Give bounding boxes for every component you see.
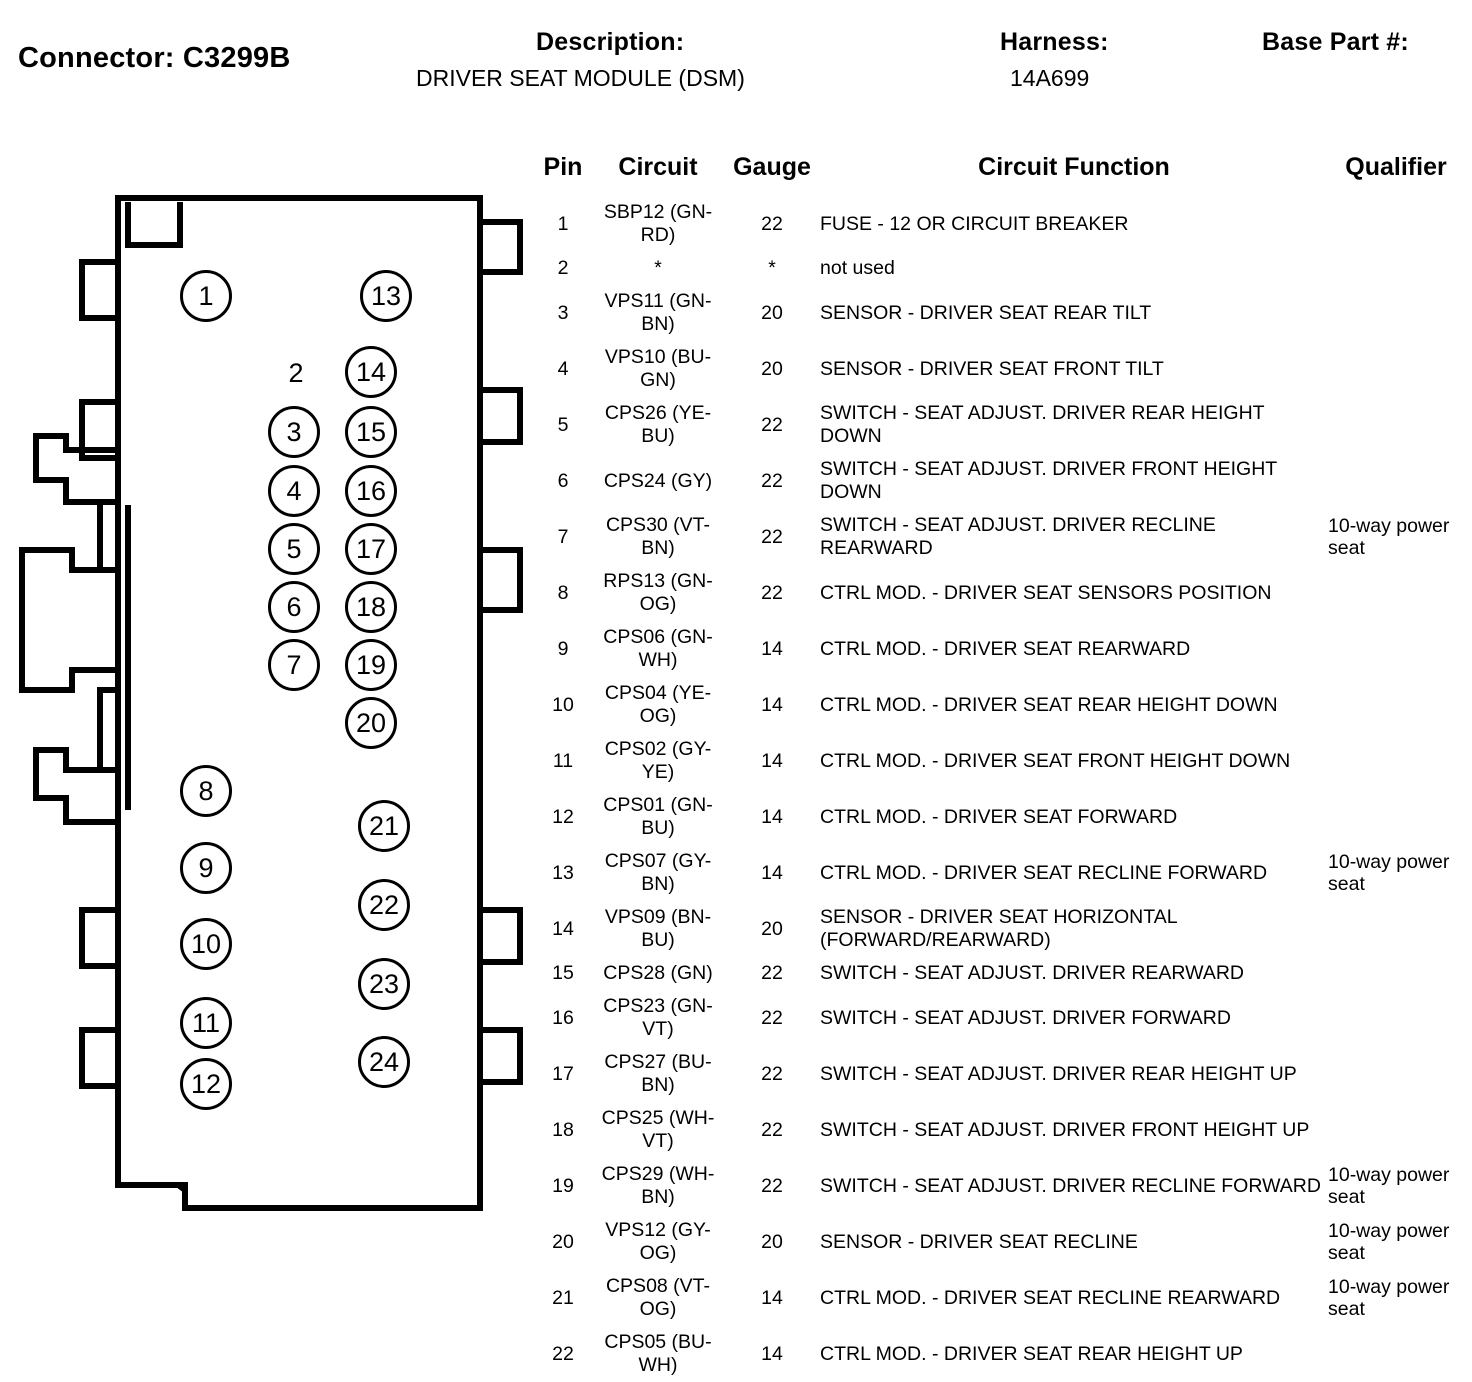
table-row: [534, 341, 1464, 397]
cell-pin: 14: [552, 917, 574, 940]
table-row: [534, 677, 1464, 733]
pin-marker-19: 19: [345, 639, 397, 691]
table-row: [534, 1102, 1464, 1158]
connector-outline-svg: [0, 150, 540, 1230]
pin-marker-20: 20: [345, 697, 397, 749]
pin-marker-8: 8: [180, 765, 232, 817]
cell-circuit: RPS13 (GN-OG): [603, 570, 713, 615]
description-value: DRIVER SEAT MODULE (DSM): [416, 65, 745, 91]
pin-marker-15: 15: [345, 406, 397, 458]
cell-circuit: VPS09 (BN-BU): [604, 906, 712, 951]
connector-drawing: [0, 150, 540, 1230]
cell-gauge: 22: [761, 1174, 783, 1197]
cell-pin: 17: [552, 1062, 574, 1085]
cell-gauge: 14: [761, 749, 783, 772]
cell-function: CTRL MOD. - DRIVER SEAT FORWARD: [820, 805, 1178, 828]
cell-circuit: CPS30 (VT-BN): [605, 514, 711, 559]
cell-circuit: CPS28 (GN): [603, 962, 713, 984]
pin-marker-3: 3: [268, 406, 320, 458]
pin-marker-17: 17: [345, 523, 397, 575]
connector-id-block: [18, 42, 291, 75]
cell-gauge: 20: [761, 357, 783, 380]
pin-marker-11: 11: [180, 997, 232, 1049]
pin-marker-13: 13: [360, 270, 412, 322]
cell-gauge: 22: [761, 1006, 783, 1029]
column-header-function: Circuit Function: [978, 153, 1170, 181]
cell-pin: 12: [552, 805, 574, 828]
cell-gauge: 22: [761, 1062, 783, 1085]
cell-circuit: *: [654, 257, 662, 279]
cell-qualifier: [1328, 341, 1464, 397]
cell-function: SENSOR - DRIVER SEAT HORIZONTAL (FORWARD/REARWARD): [820, 906, 1177, 951]
cell-function: CTRL MOD. - DRIVER SEAT REAR HEIGHT DOWN: [820, 693, 1278, 716]
pin-marker-12: 12: [180, 1058, 232, 1110]
cell-gauge: 22: [761, 962, 783, 984]
pin-marker-2: 2: [288, 358, 304, 388]
cell-pin: 11: [552, 749, 574, 772]
pin-table-container: [534, 152, 1472, 1382]
cell-qualifier: [1328, 733, 1464, 789]
cell-pin: 16: [552, 1006, 574, 1029]
description-label: Description:: [536, 28, 685, 56]
cell-gauge: 22: [761, 469, 783, 492]
cell-qualifier: [1328, 252, 1464, 285]
cell-qualifier: [1328, 990, 1464, 1046]
table-row: [534, 621, 1464, 677]
cell-function: SENSOR - DRIVER SEAT REAR TILT: [820, 301, 1152, 324]
cell-circuit: CPS01 (GN-BU): [603, 794, 713, 839]
column-header-qualifier: Qualifier: [1345, 153, 1447, 181]
cell-qualifier: [1328, 621, 1464, 677]
pin-marker-1: 1: [180, 270, 232, 322]
cell-gauge: 22: [761, 413, 783, 436]
cell-circuit: VPS10 (BU-GN): [604, 346, 712, 391]
table-header-row: [534, 152, 1464, 196]
cell-pin: 3: [557, 301, 569, 324]
cell-gauge: 22: [761, 525, 783, 548]
cell-gauge: 14: [761, 1342, 783, 1365]
pin-marker-22: 22: [358, 879, 410, 931]
pin-marker-10: 10: [180, 918, 232, 970]
table-row: [534, 1214, 1464, 1270]
cell-gauge: 22: [761, 1118, 783, 1141]
cell-circuit: CPS25 (WH-VT): [601, 1107, 715, 1152]
cell-pin: 5: [557, 413, 569, 436]
cell-circuit: CPS06 (GN-WH): [603, 626, 713, 671]
cell-qualifier: [1328, 285, 1464, 341]
base-part-block: [1262, 28, 1409, 57]
cell-gauge: 14: [761, 1286, 783, 1309]
cell-circuit: CPS29 (WH-BN): [601, 1163, 715, 1208]
cell-function: CTRL MOD. - DRIVER SEAT REARWARD: [820, 637, 1191, 660]
cell-pin: 6: [557, 469, 569, 492]
cell-qualifier: [1328, 453, 1464, 509]
harness-block: [1000, 28, 1109, 92]
cell-qualifier: [1328, 397, 1464, 453]
cell-gauge: 14: [761, 693, 783, 716]
cell-qualifier: [1328, 789, 1464, 845]
cell-function: SWITCH - SEAT ADJUST. DRIVER FRONT HEIGHT DOWN: [820, 458, 1277, 503]
cell-circuit: SBP12 (GN-RD): [603, 201, 713, 246]
cell-circuit: CPS24 (GY): [603, 469, 713, 492]
table-row: [534, 957, 1464, 990]
cell-pin: 22: [552, 1342, 574, 1365]
pin-marker-5: 5: [268, 523, 320, 575]
harness-label: Harness:: [1000, 28, 1109, 56]
cell-pin: 8: [557, 581, 569, 604]
cell-circuit: VPS12 (GY-OG): [605, 1219, 711, 1264]
table-row: [534, 252, 1464, 285]
column-header-gauge: Gauge: [733, 153, 811, 181]
cell-pin: 20: [552, 1230, 574, 1253]
cell-function: CTRL MOD. - DRIVER SEAT FRONT HEIGHT DOWN: [820, 749, 1291, 772]
pin-marker-21: 21: [358, 800, 410, 852]
pin-marker-4: 4: [268, 465, 320, 517]
cell-function: SWITCH - SEAT ADJUST. DRIVER REAR HEIGHT DOWN: [820, 402, 1265, 447]
cell-gauge: 22: [761, 581, 783, 604]
column-header-pin: Pin: [543, 153, 583, 181]
connector-id-label: Connector: C3299B: [18, 42, 291, 74]
pin-table-body: [534, 196, 1464, 1382]
cell-qualifier: [1328, 901, 1464, 957]
cell-circuit: CPS08 (VT-OG): [605, 1275, 711, 1320]
cell-pin: 9: [557, 637, 569, 660]
pin-marker-23: 23: [358, 958, 410, 1010]
cell-gauge: 20: [761, 1230, 783, 1253]
pin-marker-16: 16: [345, 465, 397, 517]
cell-gauge: 14: [761, 805, 783, 828]
cell-circuit: CPS02 (GY-YE): [604, 738, 712, 783]
table-row: [534, 196, 1464, 252]
cell-function: SWITCH - SEAT ADJUST. DRIVER REAR HEIGHT UP: [820, 1062, 1297, 1085]
table-row: [534, 397, 1464, 453]
cell-function: not used: [820, 257, 895, 279]
table-row: [534, 565, 1464, 621]
cell-pin: 15: [552, 962, 574, 984]
cell-qualifier: 10-way power seat: [1328, 850, 1450, 895]
cell-pin: 18: [552, 1118, 574, 1141]
cell-gauge: *: [768, 257, 776, 279]
table-row: [534, 285, 1464, 341]
cell-pin: 19: [552, 1174, 574, 1197]
table-row: [534, 1046, 1464, 1102]
cell-pin: 2: [557, 257, 569, 279]
cell-function: CTRL MOD. - DRIVER SEAT RECLINE REARWARD: [820, 1286, 1281, 1309]
cell-qualifier: 10-way power seat: [1328, 514, 1450, 559]
header: [0, 0, 1472, 110]
cell-function: FUSE - 12 OR CIRCUIT BREAKER: [820, 212, 1129, 235]
cell-circuit: CPS05 (BU-WH): [604, 1331, 712, 1376]
cell-pin: 7: [557, 525, 569, 548]
table-row: [534, 733, 1464, 789]
cell-function: CTRL MOD. - DRIVER SEAT RECLINE FORWARD: [820, 861, 1268, 884]
cell-qualifier: 10-way power seat: [1328, 1163, 1450, 1208]
cell-pin: 10: [552, 693, 574, 716]
cell-function: SWITCH - SEAT ADJUST. DRIVER RECLINE REARWARD: [820, 514, 1216, 559]
table-row: [534, 453, 1464, 509]
table-row: [534, 990, 1464, 1046]
table-row: [534, 845, 1464, 901]
cell-circuit: CPS26 (YE-BU): [604, 402, 712, 447]
table-row: [534, 901, 1464, 957]
cell-qualifier: [1328, 957, 1464, 990]
cell-circuit: CPS07 (GY-BN): [604, 850, 712, 895]
cell-function: SWITCH - SEAT ADJUST. DRIVER RECLINE FORWARD: [820, 1174, 1321, 1197]
cell-function: SENSOR - DRIVER SEAT FRONT TILT: [820, 357, 1164, 380]
pin-marker-9: 9: [180, 842, 232, 894]
cell-qualifier: [1328, 1102, 1464, 1158]
cell-circuit: CPS23 (GN-VT): [603, 995, 713, 1040]
cell-pin: 13: [552, 861, 574, 884]
column-header-circuit: Circuit: [618, 153, 698, 181]
cell-qualifier: [1328, 565, 1464, 621]
cell-function: SWITCH - SEAT ADJUST. DRIVER FORWARD: [820, 1006, 1231, 1029]
cell-circuit: CPS04 (YE-OG): [604, 682, 712, 727]
harness-value: 14A699: [1010, 65, 1090, 91]
cell-function: SENSOR - DRIVER SEAT RECLINE: [820, 1230, 1138, 1253]
pin-marker-6: 6: [268, 581, 320, 633]
cell-gauge: 14: [761, 637, 783, 660]
cell-circuit: CPS27 (BU-BN): [604, 1051, 712, 1096]
cell-qualifier: [1328, 1046, 1464, 1102]
cell-qualifier: [1328, 196, 1464, 252]
cell-pin: 4: [557, 357, 569, 380]
table-row: [534, 789, 1464, 845]
cell-pin: 21: [552, 1286, 574, 1309]
table-row: [534, 1158, 1464, 1214]
table-row: [534, 509, 1464, 565]
cell-gauge: 14: [761, 861, 783, 884]
cell-qualifier: 10-way power seat: [1328, 1275, 1450, 1320]
cell-circuit: VPS11 (GN-BN): [604, 290, 712, 335]
description-block: [416, 28, 745, 92]
pin-marker-18: 18: [345, 581, 397, 633]
cell-function: CTRL MOD. - DRIVER SEAT SENSORS POSITION: [820, 581, 1272, 604]
cell-function: CTRL MOD. - DRIVER SEAT REAR HEIGHT UP: [820, 1342, 1243, 1365]
cell-function: SWITCH - SEAT ADJUST. DRIVER REARWARD: [820, 962, 1244, 984]
pin-marker-24: 24: [358, 1036, 410, 1088]
cell-function: SWITCH - SEAT ADJUST. DRIVER FRONT HEIGHT UP: [820, 1118, 1310, 1141]
cell-qualifier: [1328, 677, 1464, 733]
pin-table: [534, 152, 1464, 1382]
cell-gauge: 20: [761, 917, 783, 940]
cell-pin: 1: [557, 212, 569, 235]
base-part-label: Base Part #:: [1262, 28, 1409, 56]
pin-marker-14: 14: [345, 346, 397, 398]
pin-marker-7: 7: [268, 639, 320, 691]
cell-gauge: 20: [761, 301, 783, 324]
table-row: [534, 1270, 1464, 1326]
cell-qualifier: 10-way power seat: [1328, 1219, 1450, 1264]
cell-gauge: 22: [761, 212, 783, 235]
